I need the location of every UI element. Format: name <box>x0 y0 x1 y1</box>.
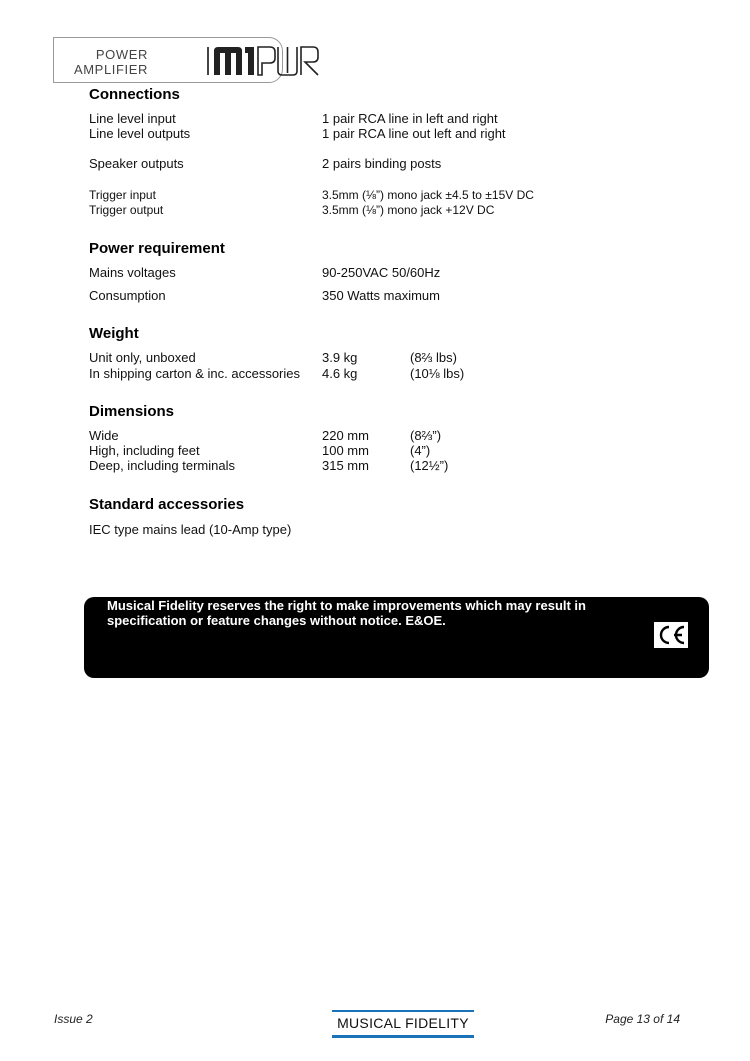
spec-value: 220 mm <box>322 428 369 443</box>
logo-divider <box>207 47 209 75</box>
spec-value: 3.5mm (⅛”) mono jack ±4.5 to ±15V DC <box>322 188 534 202</box>
spec-label: Mains voltages <box>89 265 176 280</box>
ce-mark-icon <box>654 622 688 648</box>
spec-label: High, including feet <box>89 443 200 458</box>
logo-caption <box>74 47 148 77</box>
spec-label: Consumption <box>89 288 166 303</box>
spec-value-imperial: (8⅔”) <box>410 428 442 443</box>
spec-value-imperial: (12½”) <box>410 458 449 473</box>
spec-label: Line level outputs <box>89 126 191 141</box>
spec-value: 1 pair RCA line out left and right <box>322 126 506 141</box>
logo-line-amplifier: AMPLIFIER <box>73 62 148 77</box>
model-logo-icon <box>212 43 322 79</box>
spec-value: 1 pair RCA line in left and right <box>322 111 498 126</box>
spec-label: Wide <box>89 428 119 443</box>
spec-label: Line level input <box>89 111 176 126</box>
brand-rule-top <box>332 1010 474 1012</box>
spec-label: Speaker outputs <box>89 156 184 171</box>
spec-value: 315 mm <box>322 458 369 473</box>
spec-value-imperial: (8⅔ lbs) <box>410 350 457 365</box>
header-logo <box>53 37 283 83</box>
spec-value: 3.5mm (⅛”) mono jack +12V DC <box>322 203 495 217</box>
spec-value: 350 Watts maximum <box>322 288 440 303</box>
accessories-title: Standard accessories <box>89 496 245 513</box>
footer-page-number: Page 13 of 14 <box>605 1012 680 1026</box>
spec-value: 4.6 kg <box>322 366 358 381</box>
weight-title: Weight <box>89 325 139 342</box>
spec-value: 2 pairs binding posts <box>322 156 442 171</box>
spec-value: 100 mm <box>322 443 369 458</box>
spec-value: 90-250VAC 50/60Hz <box>322 265 441 280</box>
brand-name: MUSICAL FIDELITY <box>337 1015 469 1031</box>
spec-label: Trigger input <box>89 188 156 202</box>
dimensions-title: Dimensions <box>89 403 175 420</box>
brand-rule-bottom <box>332 1035 474 1038</box>
notice-text: Musical Fidelity reserves the right to make improvements which may result in specification or feature changes without notice. E&OE. <box>107 598 586 628</box>
spec-label: Trigger output <box>89 203 164 217</box>
spec-label: Unit only, unboxed <box>89 350 196 365</box>
accessory-item: IEC type mains lead (10-Amp type) <box>89 522 292 537</box>
spec-value: 3.9 kg <box>322 350 358 365</box>
notice-box <box>84 597 709 678</box>
connections-title: Connections <box>89 86 180 103</box>
spec-label: Deep, including terminals <box>89 458 235 473</box>
footer-issue: Issue 2 <box>54 1012 93 1026</box>
spec-value-imperial: (10⅛ lbs) <box>410 366 465 381</box>
spec-value-imperial: (4”) <box>410 443 431 458</box>
power-title: Power requirement <box>89 240 225 257</box>
spec-label: In shipping carton & inc. accessories <box>89 366 300 381</box>
logo-line-power: POWER <box>95 47 148 62</box>
brand-logo <box>332 1008 474 1038</box>
